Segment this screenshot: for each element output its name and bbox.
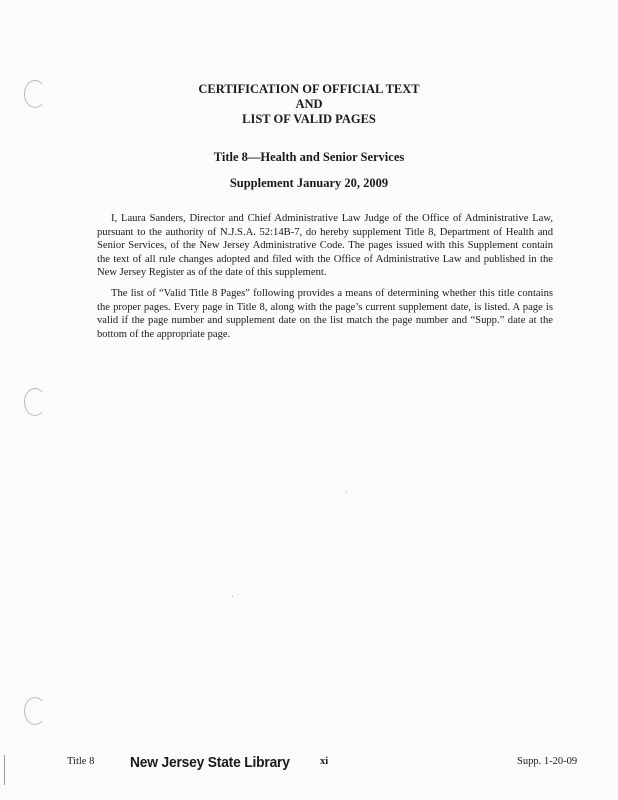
heading-line-1: CERTIFICATION OF OFFICIAL TEXT (198, 82, 420, 96)
page-footer (0, 752, 618, 782)
binder-hole-bottom (24, 697, 46, 725)
binder-hole-middle (24, 388, 46, 416)
page-number: xi (320, 756, 329, 767)
certification-heading (0, 82, 618, 127)
footer-supplement-date: Supp. 1-20-09 (517, 756, 578, 767)
scan-speck (232, 596, 233, 597)
library-stamp: New Jersey State Library (130, 754, 290, 771)
paragraph-valid-pages: The list of “Valid Title 8 Pages” following provides a means of determining whether this title contains the proper pages. Every page in Title 8, along with the page’s current supplement date, is listed. A page is valid if the page number and supplement date on the list match the page number and “Supp.” date at the bottom of the appropriate page. (97, 287, 553, 340)
scan-speck (346, 492, 347, 493)
supplement-date-heading: Supplement January 20, 2009 (229, 176, 389, 190)
title-heading: Title 8—Health and Senior Services (213, 150, 405, 164)
footer-title: Title 8 (67, 756, 95, 767)
certification-body (97, 212, 553, 348)
heading-line-2: AND (295, 97, 323, 111)
heading-line-3: LIST OF VALID PAGES (242, 112, 376, 126)
paragraph-certification: I, Laura Sanders, Director and Chief Administrative Law Judge of the Office of Administrative Law, pursuant to the authority of N.J.S.A. 52:14B-7, do hereby supplement Title 8, Department of Health and Senior Services, of the New Jersey Administrative Code. The pages issued with this Supplement contain the text of all rule changes adopted and filed with the Office of Administrative Law and published in the New Jersey Register as of the date of this supplement. (97, 213, 553, 279)
